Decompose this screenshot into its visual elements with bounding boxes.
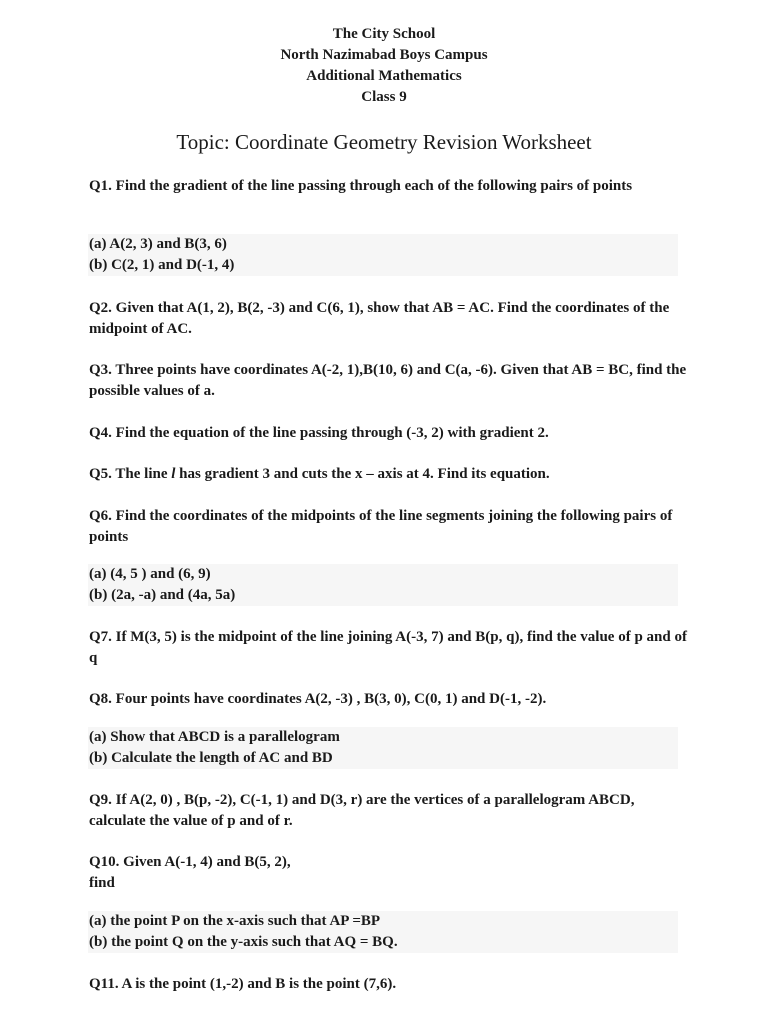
question-6-options [88, 564, 678, 606]
question-3: Q3. Three points have coordinates A(-2, 1),B(10, 6) and C(a, -6). Given that AB = BC, find the possible values of a. [89, 362, 687, 399]
question-6-option-b: (b) (2a, -a) and (4a, 5a) [89, 587, 236, 603]
question-11: Q11. A is the point (1,-2) and B is the point (7,6). [89, 976, 397, 992]
question-9: Q9. If A(2, 0) , B(p, -2), C(-1, 1) and D(3, r) are the vertices of a parallelogram ABCD, calculate the value of p and of r. [89, 792, 635, 829]
line-variable: l [171, 466, 176, 482]
question-5-text-end: has gradient 3 and cuts the x – axis at 4. Find its equation. [175, 466, 550, 482]
question-1-option-b: (b) C(2, 1) and D(-1, 4) [89, 257, 235, 273]
question-8-option-a: (a) Show that ABCD is a parallelogram [89, 729, 340, 745]
question-8-options [88, 727, 678, 769]
question-7: Q7. If M(3, 5) is the midpoint of the line joining A(-3, 7) and B(p, q), find the value of p and of q [89, 629, 687, 666]
question-10-line-2: find [89, 875, 115, 891]
question-8-option-b: (b) Calculate the length of AC and BD [89, 750, 333, 766]
campus-name: North Nazimabad Boys Campus [280, 47, 488, 63]
subject-name: Additional Mathematics [306, 68, 462, 84]
question-8: Q8. Four points have coordinates A(2, -3) , B(3, 0), C(0, 1) and D(-1, -2). [89, 691, 547, 707]
question-1-option-a: (a) A(2, 3) and B(3, 6) [89, 236, 227, 252]
question-5-text-start: Q5. The line [89, 466, 172, 482]
question-10-option-a: (a) the point P on the x-axis such that AP =BP [89, 913, 381, 929]
class-name: Class 9 [361, 89, 407, 105]
school-name: The City School [332, 26, 436, 42]
question-5 [89, 464, 689, 485]
question-10-line-1: Q10. Given A(-1, 4) and B(5, 2), [89, 854, 291, 870]
question-1-options [88, 234, 678, 276]
question-10 [89, 852, 689, 894]
question-1: Q1. Find the gradient of the line passing through each of the following pairs of points [89, 178, 633, 194]
question-6: Q6. Find the coordinates of the midpoints of the line segments joining the following pairs of points [89, 508, 673, 545]
question-4: Q4. Find the equation of the line passing through (-3, 2) with gradient 2. [89, 425, 549, 441]
question-10-option-b: (b) the point Q on the y-axis such that AQ = BQ. [89, 934, 398, 950]
question-2: Q2. Given that A(1, 2), B(2, -3) and C(6, 1), show that AB = AC. Find the coordinates of the midpoint of AC. [89, 300, 670, 337]
question-6-option-a: (a) (4, 5 ) and (6, 9) [89, 566, 211, 582]
worksheet-header [0, 24, 768, 108]
worksheet-title: Topic: Coordinate Geometry Revision Worksheet [176, 130, 592, 154]
question-10-options [88, 911, 678, 953]
